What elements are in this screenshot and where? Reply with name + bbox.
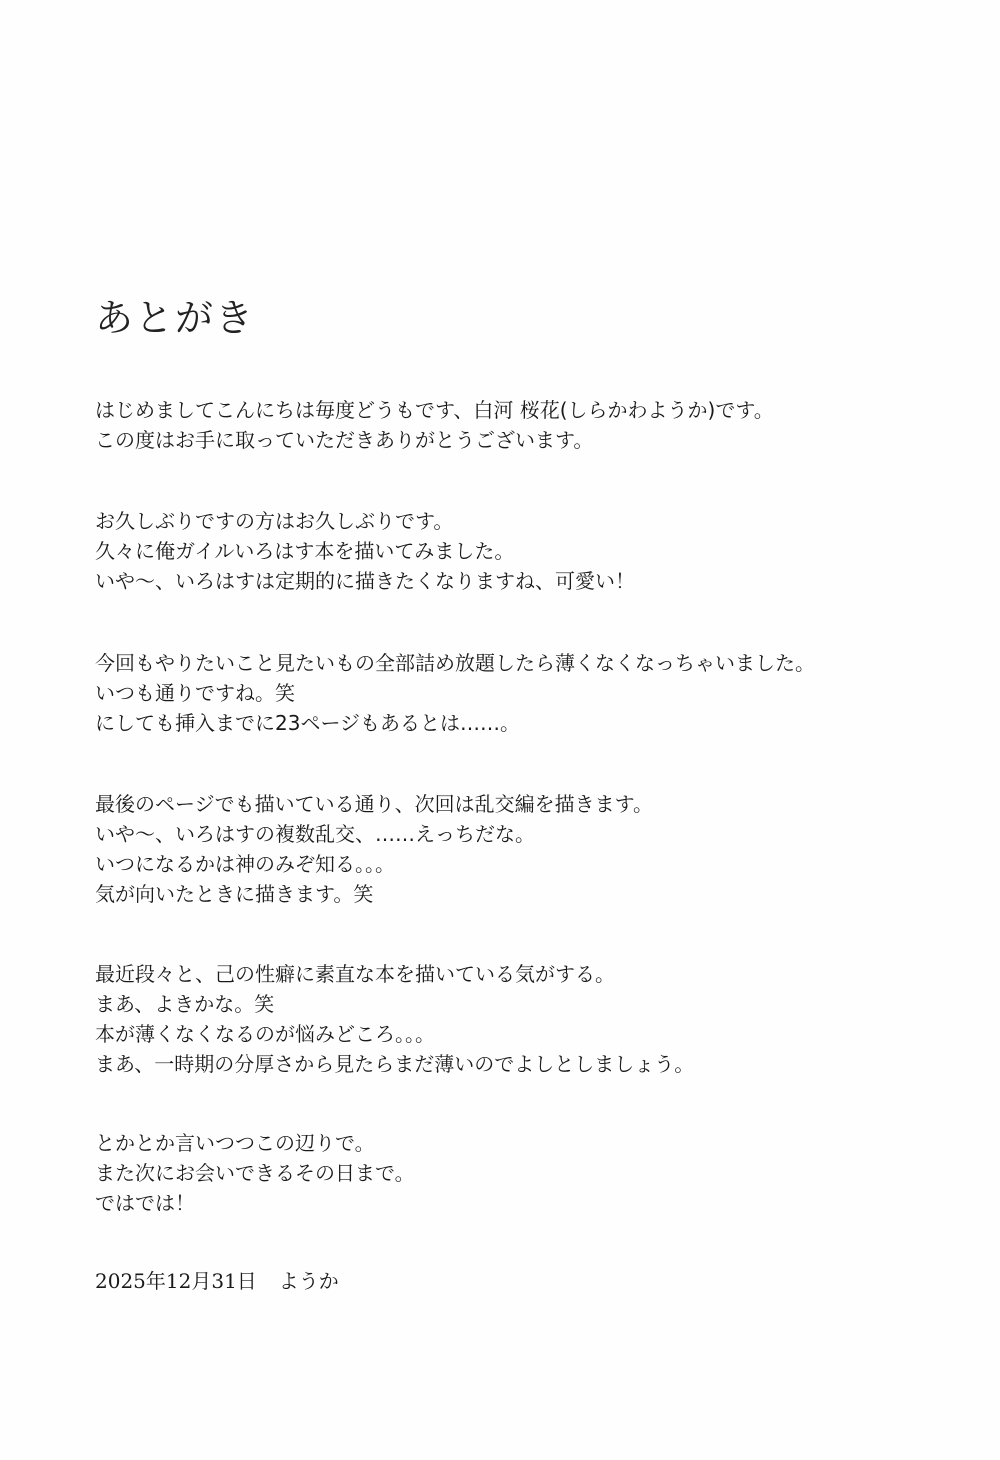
signature-line (95, 1266, 339, 1296)
page-title: あとがき (95, 296, 256, 340)
paragraph-closing (95, 1128, 415, 1218)
text-line: まあ、一時期の分厚さから見たらまだ薄いのでよしとしましょう。 (95, 1052, 695, 1076)
signature-date: 2025年12月31日 (95, 1269, 257, 1293)
text-line: 久々に俺ガイルいろはす本を描いてみました。 (95, 539, 515, 563)
paragraph-long-time (95, 506, 635, 596)
paragraph-recently (95, 959, 694, 1079)
text-line: 最近段々と、己の性癖に素直な本を描いている気がする。 (95, 962, 615, 986)
text-line: いや〜、いろはすは定期的に描きたくなりますね、可愛い！ (95, 569, 635, 593)
text-line: まあ、よきかな。笑 (95, 992, 275, 1016)
text-line: 本が薄くなくなるのが悩みどころ。。。 (95, 1022, 435, 1046)
text-line: いつも通りですね。笑 (95, 681, 295, 705)
text-line: はじめましてこんにちは毎度どうもです、白河 桜花(しらかわようか)です。 (95, 398, 774, 422)
text-line: また次にお会いできるその日まで。 (95, 1161, 415, 1185)
text-line: お久しぶりですの方はお久しぶりです。 (95, 509, 454, 533)
text-line: この度はお手に取っていただきありがとうございます。 (95, 428, 594, 452)
text-line: 最後のページでも描いている通り、次回は乱交編を描きます。 (95, 792, 653, 816)
text-line: 気が向いたときに描きます。笑 (95, 882, 374, 906)
text-line: いつになるかは神のみぞ知る。。。 (95, 852, 395, 876)
paragraph-next-time (95, 789, 653, 909)
text-line: にしても挿入までに23ページもあるとは……。 (95, 711, 521, 735)
paragraph-greeting (95, 395, 774, 455)
signature-name: ようか (278, 1269, 339, 1293)
text-line: ではでは！ (95, 1191, 195, 1215)
text-line: 今回もやりたいこと見たいもの全部詰め放題したら薄くなくなっちゃいました。 (95, 651, 815, 675)
text-line: いや〜、いろはすの複数乱交、……えっちだな。 (95, 822, 535, 846)
paragraph-this-time (95, 648, 815, 738)
text-line: とかとか言いつつこの辺りで。 (95, 1131, 375, 1155)
